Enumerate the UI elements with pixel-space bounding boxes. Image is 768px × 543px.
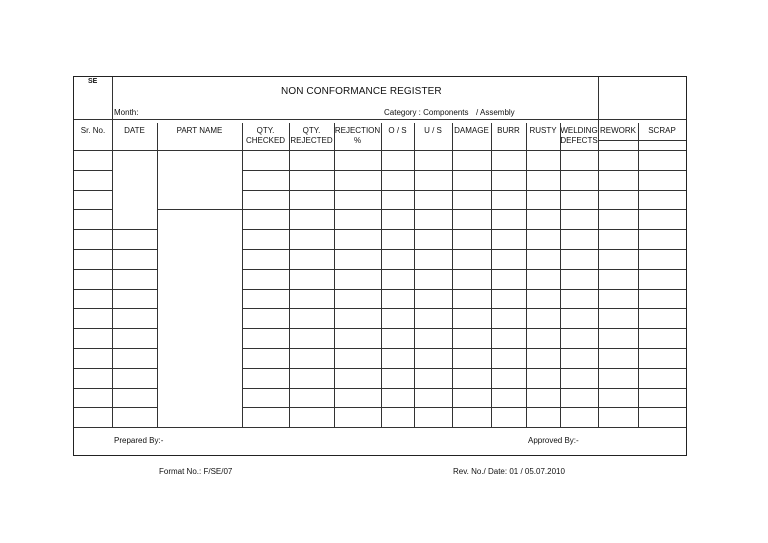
table-row[interactable] xyxy=(74,209,686,229)
column-header xyxy=(598,126,638,136)
rework-scrap-line xyxy=(598,140,686,141)
table-row[interactable] xyxy=(74,407,686,427)
column-header-line2: DEFECTS xyxy=(560,136,598,145)
column-divider xyxy=(526,123,527,427)
approved-by-label: Approved By:- xyxy=(528,436,579,445)
revision-date: Rev. No./ Date: 01 / 05.07.2010 xyxy=(453,467,565,476)
table-row[interactable] xyxy=(74,348,686,368)
assembly-label: / Assembly xyxy=(476,108,515,117)
column-header-line1: Sr. No. xyxy=(80,126,106,135)
column-header-line1: O / S xyxy=(388,126,407,135)
column-header xyxy=(334,126,381,146)
form-title: NON CONFORMANCE REGISTER xyxy=(281,86,442,97)
table-row[interactable] xyxy=(74,368,686,388)
column-divider xyxy=(414,123,415,427)
column-header xyxy=(74,126,112,136)
dept-code: SE xyxy=(88,78,98,85)
column-header xyxy=(242,126,289,146)
column-header-line2: % xyxy=(353,136,362,145)
format-number: Format No.: F/SE/07 xyxy=(159,467,233,476)
table-row[interactable] xyxy=(74,289,686,309)
column-header-line1: REWORK xyxy=(600,126,636,135)
column-header-line2: REJECTED xyxy=(290,136,333,145)
column-header-line1: U / S xyxy=(424,126,442,135)
column-header xyxy=(112,126,157,136)
column-header-line1: RUSTY xyxy=(529,126,557,135)
column-divider xyxy=(334,123,335,427)
column-divider xyxy=(491,123,492,427)
column-header-line1: QTY. xyxy=(302,126,321,135)
column-header xyxy=(381,126,414,136)
category-label: Category : Components xyxy=(384,108,469,117)
column-header-line2: CHECKED xyxy=(245,136,286,145)
column-header-line1: BURR xyxy=(497,126,520,135)
table-row[interactable] xyxy=(74,328,686,348)
table-row[interactable] xyxy=(74,150,686,170)
table-row[interactable] xyxy=(74,388,686,408)
column-header-line1: WELDING xyxy=(560,126,598,135)
table-row[interactable] xyxy=(74,308,686,328)
non-conformance-register-form xyxy=(73,76,687,456)
column-header xyxy=(526,126,560,136)
table-row[interactable] xyxy=(74,229,686,249)
month-label: Month: xyxy=(114,108,139,117)
table-bottom-line xyxy=(74,427,686,428)
column-header xyxy=(289,126,334,146)
prepared-by-label: Prepared By:- xyxy=(114,436,164,445)
table-row[interactable] xyxy=(74,249,686,269)
column-header xyxy=(560,126,598,146)
column-divider xyxy=(157,123,158,427)
column-header-line1: DAMAGE xyxy=(454,126,489,135)
header-bottom-line xyxy=(74,119,686,120)
column-divider xyxy=(638,123,639,427)
column-header-line1: PART NAME xyxy=(176,126,223,135)
table-row[interactable] xyxy=(74,269,686,289)
column-divider xyxy=(289,123,290,427)
column-header xyxy=(638,126,686,136)
column-header xyxy=(157,126,242,136)
table-row[interactable] xyxy=(74,190,686,210)
column-header xyxy=(414,126,452,136)
column-header-line1: REJECTION xyxy=(334,126,381,135)
table-row[interactable] xyxy=(74,170,686,190)
column-divider xyxy=(560,123,561,427)
column-divider xyxy=(242,123,243,427)
column-header-line1: QTY. xyxy=(256,126,275,135)
column-divider xyxy=(452,123,453,427)
column-divider xyxy=(381,123,382,427)
column-header-line1: DATE xyxy=(124,126,145,135)
column-header-line1: SCRAP xyxy=(648,126,676,135)
column-header xyxy=(491,126,526,136)
column-header xyxy=(452,126,491,136)
